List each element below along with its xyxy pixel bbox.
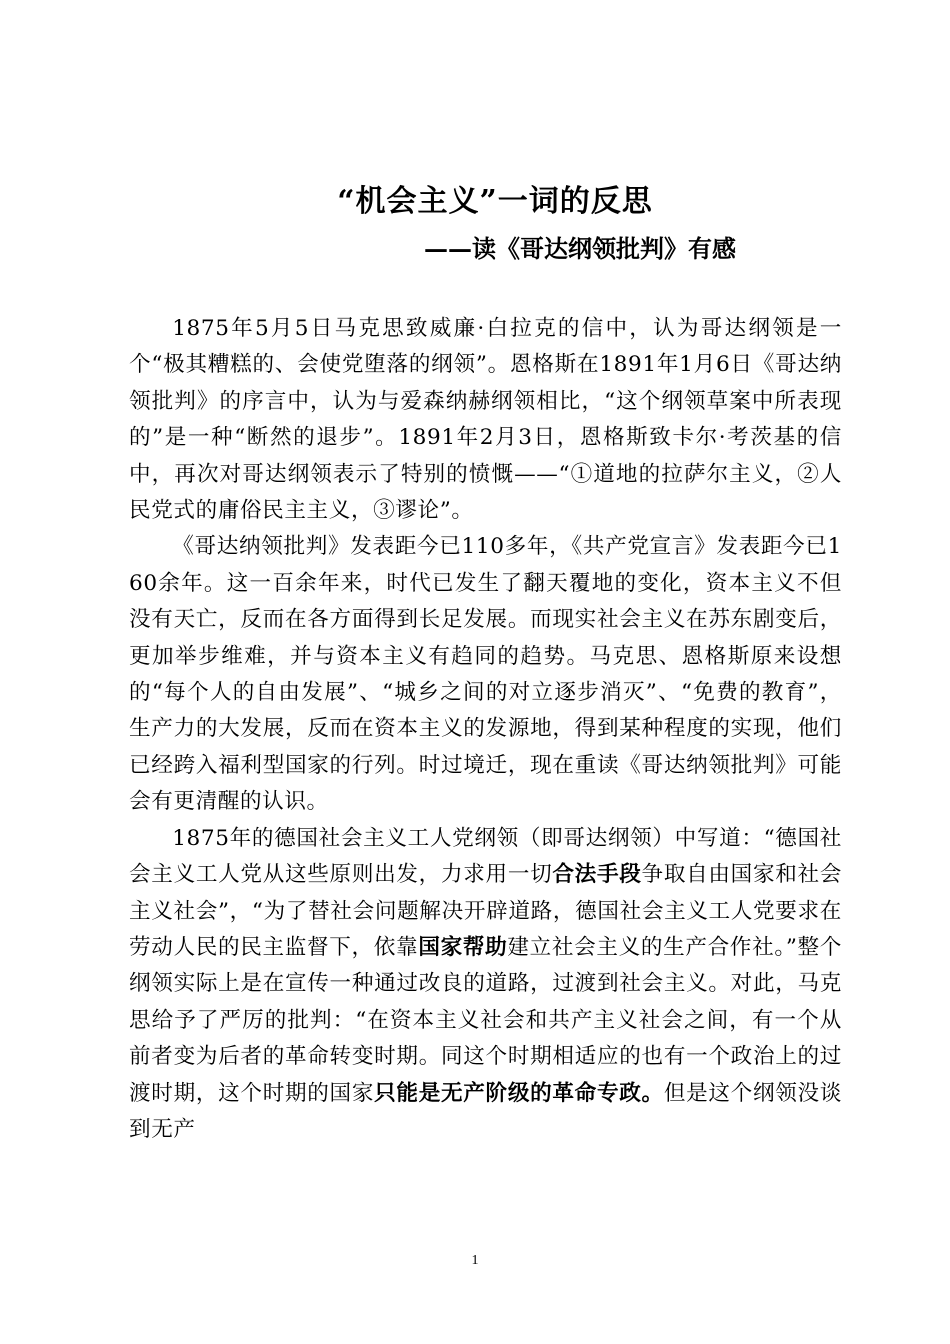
- paragraph-text: 争取自由国家和社会主义社会”，“为了替社会问题解决开辟道路，德国社会主义工人党要求在劳动人民的民主监督下，依靠: [129, 862, 842, 960]
- body-text: [129, 311, 842, 1148]
- paragraph-text: 但是这个纲领没谈到无产: [129, 1080, 842, 1142]
- page-number: 1: [471, 1253, 479, 1268]
- emphasis-legal-means: 合法手段: [552, 862, 642, 888]
- paragraph-1: [129, 311, 842, 529]
- paragraph-text: 《哥达纳领批判》发表距今已110多年，《共产党宣言》发表距今已160余年。这一百余年来，时代已发生了翻天覆地的变化，资本主义不但没有天亡，反而在各方面得到长足发展。而现实社会主义在苏东剧变后，更加举步维难，并与资本主义有趋同的趋势。马克思、恩格斯原来设想的“每个人的自由发展”、“城乡之间的对立逐步消灭”、“免费的教育”，生产力的大发展，反而在资本主义的发源地，得到某种程度的实现，他们已经跨入福利型国家的行列。时过境迁，现在重读《哥达纳领批判》可能会有更清醒的认识。: [129, 534, 842, 815]
- paragraph-2: [129, 529, 842, 820]
- paragraph-text: 1875年5月5日马克思致威廉·白拉克的信中，认为哥达纲领是一个“极其糟糕的、会使党堕落的纲领”。恩格斯在1891年1月6日《哥达纳领批判》的序言中，认为与爱森纳赫纲领相比，“这个纲领草案中所表现的”是一种“断然的退步”。1891年2月3日，恩格斯致卡尔·考茨基的信中，再次对哥达纲领表示了特别的愤慨——“①道地的拉萨尔主义，②人民党式的庸俗民主主义，③谬论”。: [129, 316, 842, 524]
- page-subtitle: ——读《哥达纲领批判》有感: [424, 234, 736, 263]
- paragraph-text: 建立社会主义的生产合作社。”整个纲领实际上是在宣传一种通过改良的道路，过渡到社会主义。对此，马克思给予了严厉的批判：“在资本主义社会和共产主义社会之间，有一个从前者变为后者的革命转变时期。同这个时期相适应的也有一个政治上的过渡时期，这个时期的国家: [129, 934, 842, 1106]
- emphasis-proletarian-dictatorship: 只能是无产阶级的革命专政。: [374, 1080, 664, 1106]
- emphasis-state-help: 国家帮助: [418, 934, 508, 960]
- paragraph-text: 1875年的德国社会主义工人党纲领（即哥达纲领）中写道：“德国社会主义工人党从这些原则出发，力求用一切: [129, 825, 842, 888]
- paragraph-3: [129, 821, 842, 1149]
- page-title: “机会主义”一词的反思: [337, 184, 653, 220]
